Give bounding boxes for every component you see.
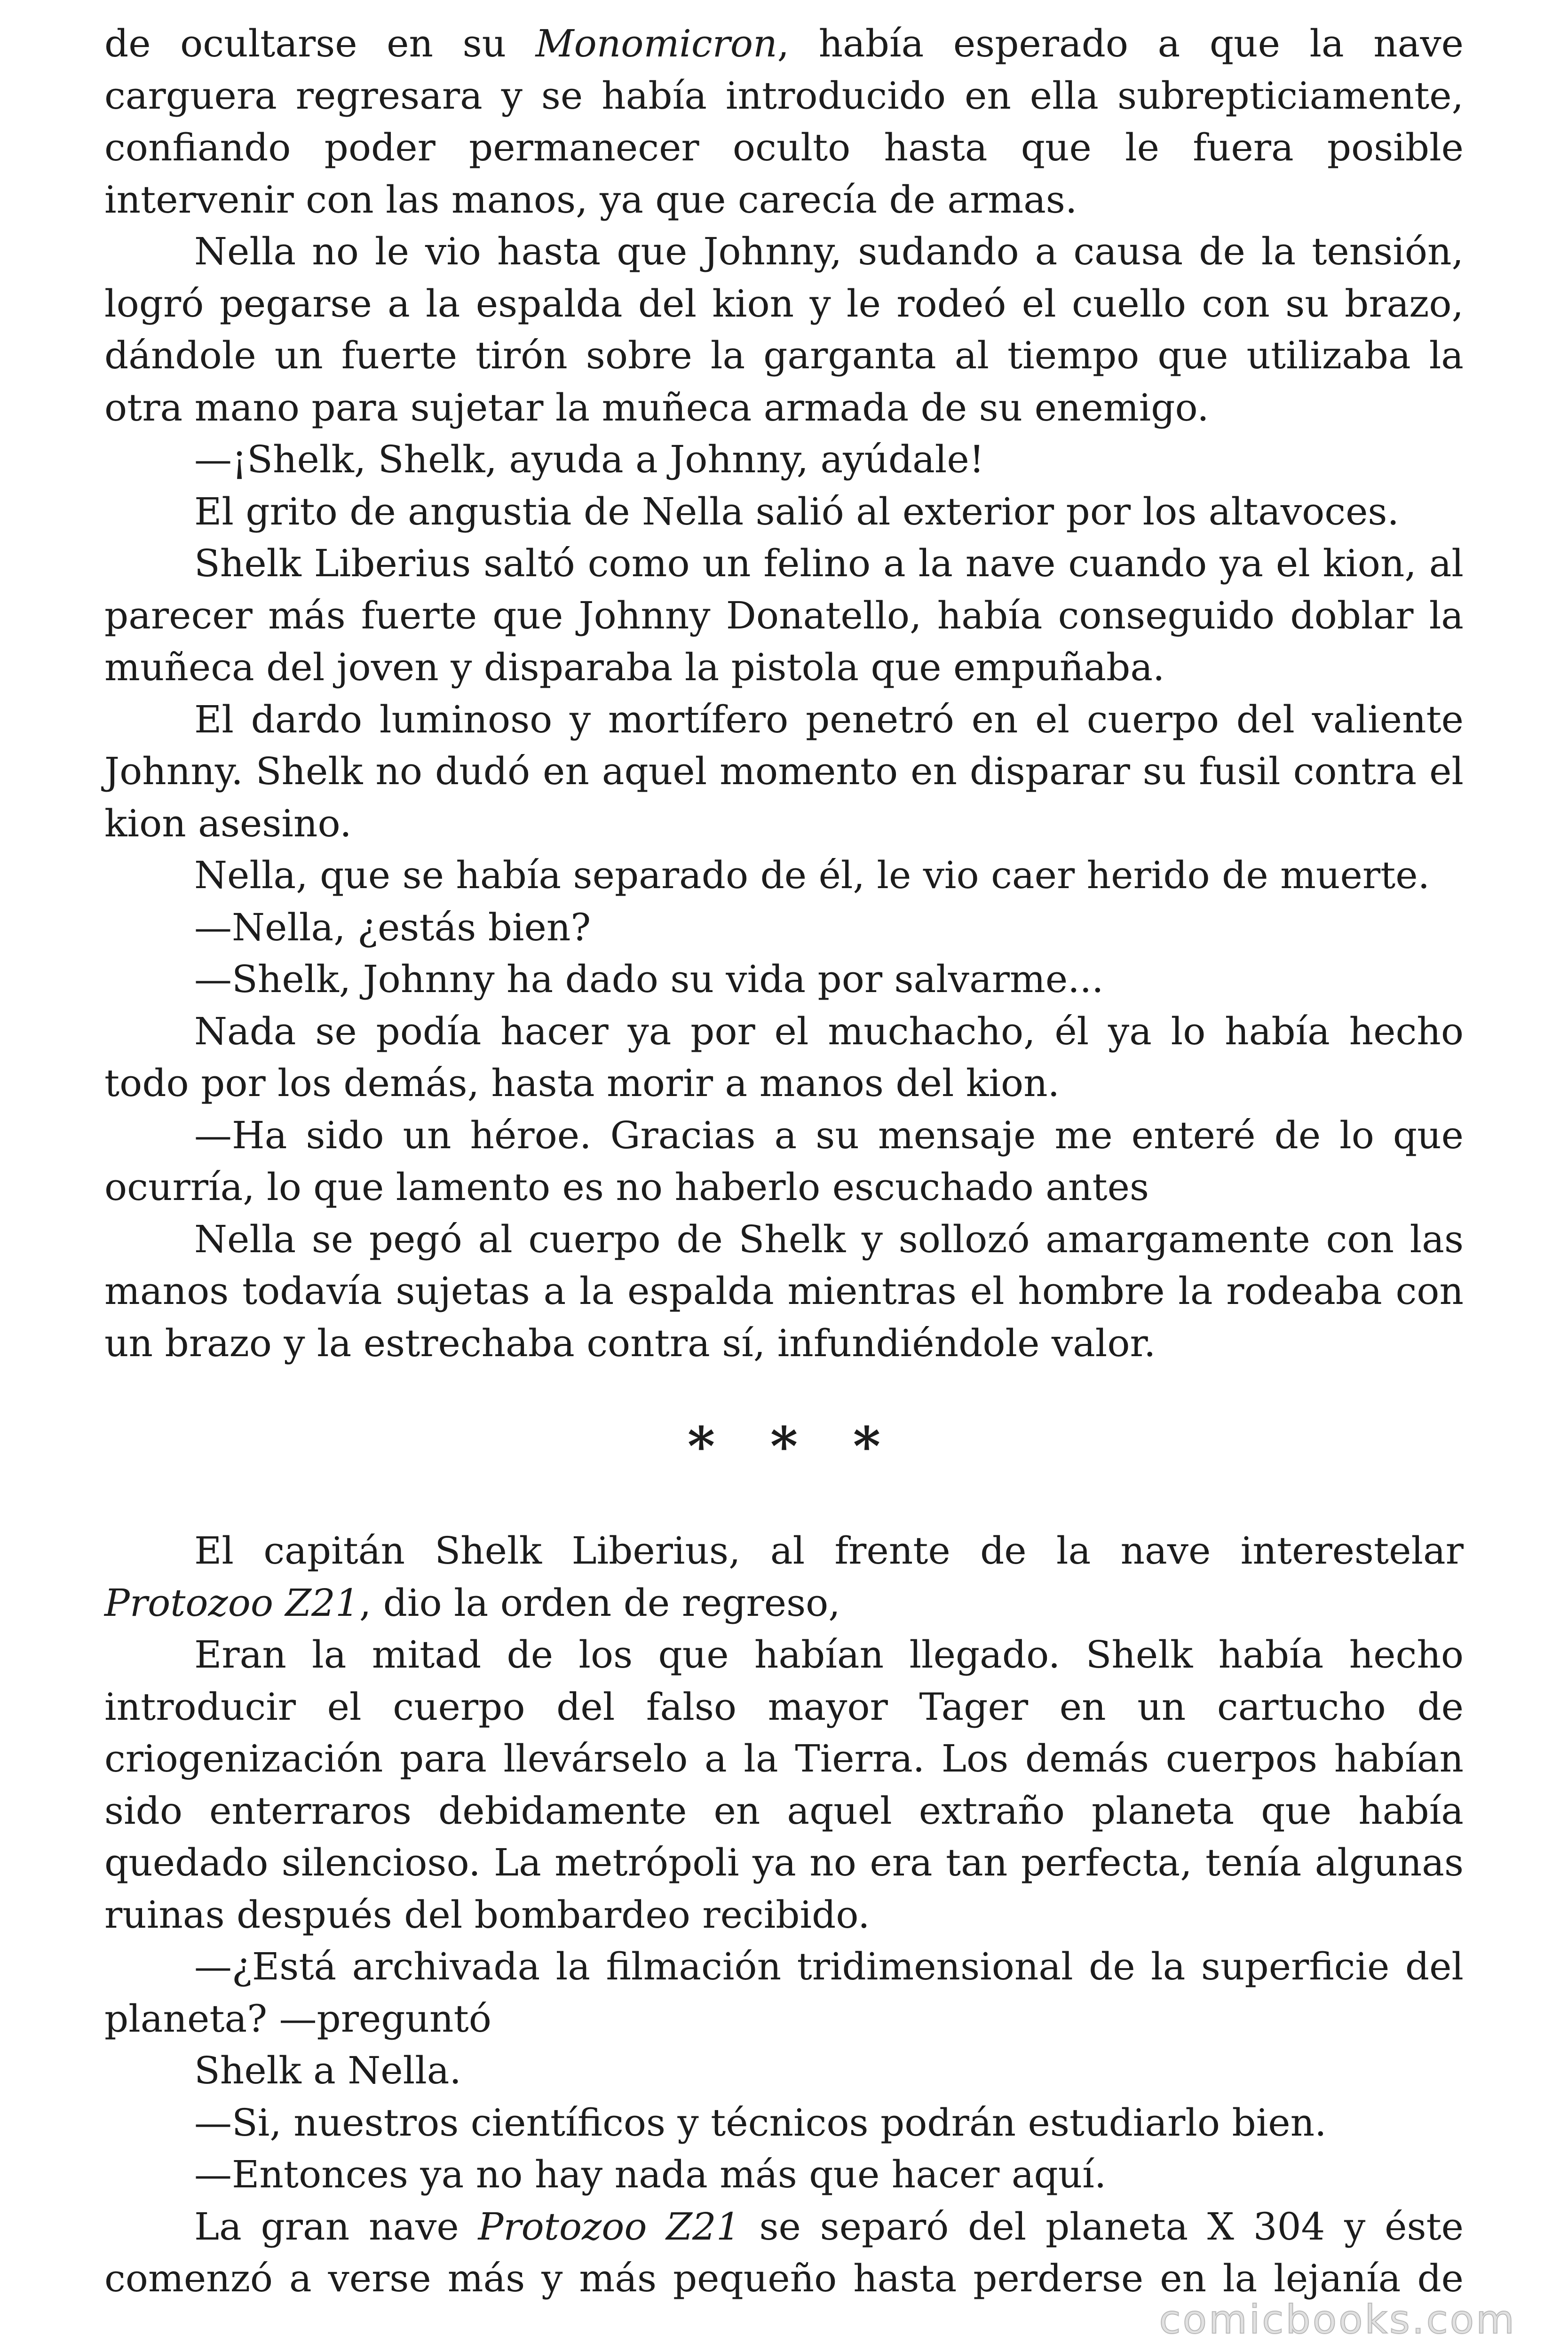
watermark-logo: comicbooks.com [1159, 2296, 1516, 2343]
paragraph-text: —¿Está archivada la filmación tridimensional de la superficie del planeta? —preguntó [104, 1945, 1464, 2041]
paragraph [104, 2149, 1464, 2201]
scene-break-asterisks: * * * [687, 1416, 899, 1478]
paragraph-text: Shelk a Nella. [194, 2049, 461, 2092]
paragraph-text: —Ha sido un héroe. Gracias a su mensaje me enteré de lo que ocurría, lo que lamento es no haberlo escuchado antes [104, 1113, 1464, 1209]
italic-title-text: Monomicron [535, 22, 777, 65]
paragraph-text: Nella, que se había separado de él, le vio caer herido de muerte. [194, 853, 1430, 897]
paragraph-text: El grito de angustia de Nella salió al exterior por los altavoces. [194, 489, 1399, 533]
paragraph-text: se separó del planeta X 304 y éste comenzó a verse más y más pequeño hasta perderse en la lejanía de [104, 2204, 1464, 2300]
paragraph [104, 902, 1464, 954]
paragraph [104, 694, 1464, 850]
italic-title-text: Protozoo Z21 [104, 1581, 359, 1625]
paragraph [104, 434, 1464, 486]
paragraph-text: El capitán Shelk Liberius, al frente de la nave interestelar [194, 1529, 1464, 1573]
paragraph [104, 1941, 1464, 2045]
paragraph [104, 1214, 1464, 1370]
paragraph [104, 18, 1464, 226]
paragraph [104, 1525, 1464, 1629]
paragraph [104, 1110, 1464, 1214]
paragraph-text: La gran nave [194, 2204, 478, 2249]
book-page [104, 18, 1464, 2305]
paragraph-text: Nella no le vio hasta que Johnny, sudando a causa de la tensión, logró pegarse a la espalda del kion y le rodeó el cuello con su brazo, dándole un fuerte tirón sobre la garganta al tiempo que utilizaba la otra mano para sujetar la muñeca armada de su enemigo. [104, 230, 1464, 429]
paragraph [104, 226, 1464, 434]
paragraph [104, 954, 1464, 1006]
paragraph-text: —Shelk, Johnny ha dado su vida por salvarme... [194, 957, 1104, 1001]
paragraph-text: —¡Shelk, Shelk, ayuda a Johnny, ayúdale! [194, 437, 984, 481]
paragraph-text: , había esperado a que la nave carguera regresara y se había introducido en ella subrepticiamente, confiando poder permanecer oculto hasta que le fuera posible intervenir con las manos, ya que carecía de armas. [104, 22, 1464, 222]
text-section-2 [104, 1525, 1464, 2305]
paragraph-text: de ocultarse en su [104, 22, 536, 65]
paragraph-text: —Nella, ¿estás bien? [194, 905, 591, 949]
paragraph-text: Nada se podía hacer ya por el muchacho, él ya lo había hecho todo por los demás, hasta morir a manos del kion. [104, 1009, 1464, 1105]
paragraph-text: —Si, nuestros científicos y técnicos podrán estudiarlo bien. [194, 2100, 1327, 2145]
text-section-1 [104, 18, 1464, 1369]
paragraph [104, 2045, 1464, 2097]
paragraph-text: , dio la orden de regreso, [359, 1581, 840, 1625]
paragraph [104, 486, 1464, 538]
paragraph-text: Shelk Liberius saltó como un felino a la nave cuando ya el kion, al parecer más fuerte que Johnny Donatello, había conseguido doblar la muñeca del joven y disparaba la pistola que empuñaba. [104, 541, 1464, 689]
paragraph-text: Nella se pegó al cuerpo de Shelk y sollozó amargamente con las manos todavía sujetas a la espalda mientras el hombre la rodeaba con un brazo y la estrechaba contra sí, infundiéndole valor. [104, 1217, 1464, 1365]
paragraph [104, 538, 1464, 694]
paragraph [104, 2201, 1464, 2305]
paragraph [104, 1629, 1464, 1941]
paragraph-text: Eran la mitad de los que habían llegado. Shelk había hecho introducir el cuerpo del falso mayor Tager en un cartucho de criogenización para llevárselo a la Tierra. Los demás cuerpos habían sido enterraros debidamente en aquel extraño planeta que había quedado silencioso. La metrópoli ya no era tan perfecta, tenía algunas ruinas después del bombardeo recibido. [104, 1633, 1464, 1937]
paragraph-text: —Entonces ya no hay nada más que hacer aquí. [194, 2153, 1107, 2196]
paragraph-text: El dardo luminoso y mortífero penetró en el cuerpo del valiente Johnny. Shelk no dudó en aquel momento en disparar su fusil contra el kion asesino. [104, 697, 1464, 845]
italic-title-text: Protozoo Z21 [478, 2204, 740, 2249]
paragraph [104, 850, 1464, 902]
scene-break [104, 1369, 1464, 1525]
paragraph [104, 2097, 1464, 2149]
paragraph [104, 1006, 1464, 1110]
